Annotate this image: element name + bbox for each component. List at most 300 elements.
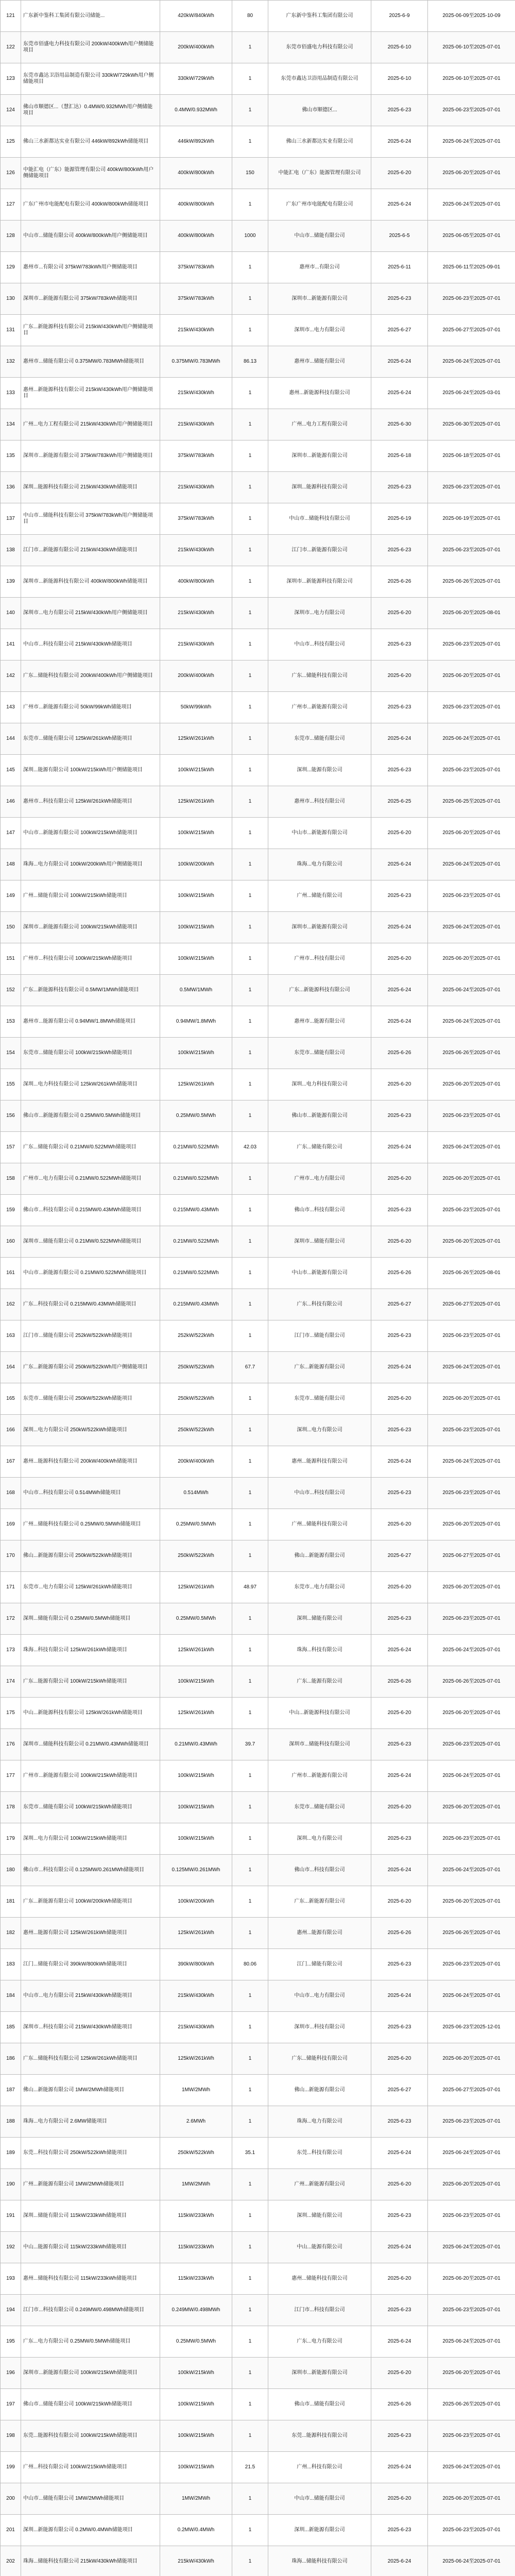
quantity-value: 1 [232, 1540, 268, 1572]
table-row [1, 1698, 515, 1729]
row-number: 194 [1, 2295, 21, 2326]
company-name: 深圳...电力有限公司 [268, 1415, 371, 1446]
table-row [1, 1289, 515, 1320]
capacity-value: 125kW/261kWh [160, 1069, 232, 1100]
project-name: 东莞市鑫达卫浴用品制造有限公司 330kW/729kWh用户侧储能项目 [21, 63, 160, 95]
quantity-value: 1 [232, 1038, 268, 1069]
capacity-value: 100kW/215kWh [160, 1760, 232, 1792]
validity-period: 2025-06-24至2025-07-01 [428, 1635, 515, 1666]
quantity-value: 86.13 [232, 346, 268, 378]
quantity-value: 1 [232, 755, 268, 786]
validity-period: 2025-06-23至2025-07-01 [428, 692, 515, 723]
project-name: 深圳...能源有限公司 100kW/215kWh用户侧储能项目 [21, 755, 160, 786]
company-name: 东莞市佰盛电力科技有限公司 [268, 32, 371, 63]
record-date: 2025-6-23 [371, 2200, 428, 2232]
table-row [1, 1980, 515, 2012]
table-row [1, 1509, 515, 1540]
record-date: 2025-6-26 [371, 566, 428, 598]
table-row [1, 252, 515, 283]
validity-period: 2025-06-23至2025-07-01 [428, 1603, 515, 1635]
capacity-value: 390kW/800kWh [160, 1949, 232, 1980]
record-date: 2025-6-9 [371, 1, 428, 32]
company-name: 深圳市...电力有限公司 [268, 598, 371, 629]
table-row [1, 2106, 515, 2138]
project-name: 广东...储能科技有限公司 200kW/400kWh用户侧储能项目 [21, 660, 160, 692]
company-name: 广东...科技有限公司 [268, 1289, 371, 1320]
capacity-value: 215kW/430kWh [160, 629, 232, 660]
quantity-value: 1 [232, 1603, 268, 1635]
company-name: 中山市...储能科技有限公司 [268, 503, 371, 535]
project-name: 广东...新能源科技有限公司 215kW/430kWh用户侧储能项目 [21, 315, 160, 346]
project-name: 广东...新能源科技有限公司 0.5MW/1MWh储能项目 [21, 975, 160, 1006]
record-date: 2025-6-23 [371, 1100, 428, 1132]
validity-period: 2025-06-27至2025-07-01 [428, 2075, 515, 2106]
company-name: 中山市...电力有限公司 [268, 1980, 371, 2012]
validity-period: 2025-06-24至2025-07-01 [428, 1132, 515, 1163]
quantity-value: 1 [232, 723, 268, 755]
company-name: 江门市...新能源有限公司 [268, 535, 371, 566]
row-number: 175 [1, 1698, 21, 1729]
validity-period: 2025-06-20至2025-07-01 [428, 1886, 515, 1918]
project-name: 广东新中鉴科工集团有限公司储能... [21, 1, 160, 32]
validity-period: 2025-06-27至2025-07-01 [428, 315, 515, 346]
project-name: 广东...新能源有限公司 100kW/200kWh储能项目 [21, 1886, 160, 1918]
record-date: 2025-6-24 [371, 1132, 428, 1163]
record-date: 2025-6-20 [371, 818, 428, 849]
quantity-value: 1 [232, 2420, 268, 2452]
table-row [1, 786, 515, 818]
quantity-value: 1 [232, 2263, 268, 2295]
table-row [1, 1540, 515, 1572]
row-number: 164 [1, 1352, 21, 1383]
row-number: 198 [1, 2420, 21, 2452]
validity-period: 2025-06-11至2025-09-01 [428, 252, 515, 283]
company-name: 佛山...新能源有限公司 [268, 1540, 371, 1572]
row-number: 133 [1, 378, 21, 409]
capacity-value: 100kW/215kWh [160, 943, 232, 975]
capacity-value: 100kW/215kWh [160, 755, 232, 786]
row-number: 154 [1, 1038, 21, 1069]
quantity-value: 1 [232, 692, 268, 723]
table-row [1, 315, 515, 346]
table-row [1, 1949, 515, 1980]
quantity-value: 1 [232, 629, 268, 660]
company-name: 广州...新能源有限公司 [268, 2169, 371, 2200]
project-name: 东莞市...储能有限公司 125kW/261kWh储能项目 [21, 723, 160, 755]
validity-period: 2025-06-24至2025-03-01 [428, 378, 515, 409]
project-name: 珠海...储能科技有限公司 215kW/430kWh储能项目 [21, 2546, 160, 2576]
project-name: 惠州...储能科技有限公司 115kW/233kWh储能项目 [21, 2263, 160, 2295]
project-name: 深圳市...电力有限公司 215kW/430kWh用户侧储能项目 [21, 598, 160, 629]
project-name: 深圳...储能有限公司 115kW/233kWh储能项目 [21, 2200, 160, 2232]
project-name: 中山...能源有限公司 115kW/233kWh储能项目 [21, 2232, 160, 2263]
capacity-value: 400kW/800kWh [160, 221, 232, 252]
company-name: 佛山市顺德区... [268, 95, 371, 126]
table-row [1, 1006, 515, 1038]
table-row [1, 2326, 515, 2358]
quantity-value: 1 [232, 1446, 268, 1478]
quantity-value: 1 [232, 1163, 268, 1195]
quantity-value: 1 [232, 1100, 268, 1132]
table-row [1, 378, 515, 409]
table-row [1, 283, 515, 315]
table-row [1, 818, 515, 849]
row-number: 172 [1, 1603, 21, 1635]
row-number: 156 [1, 1100, 21, 1132]
table-row [1, 2515, 515, 2546]
validity-period: 2025-06-24至2025-07-01 [428, 2232, 515, 2263]
validity-period: 2025-06-23至2025-07-01 [428, 95, 515, 126]
capacity-value: 0.5MW/1MWh [160, 975, 232, 1006]
capacity-value: 0.25MW/0.5MWh [160, 2326, 232, 2358]
record-date: 2025-6-24 [371, 378, 428, 409]
capacity-value: 0.21MW/0.522MWh [160, 1258, 232, 1289]
record-date: 2025-6-24 [371, 1635, 428, 1666]
row-number: 125 [1, 126, 21, 158]
record-date: 2025-6-23 [371, 1603, 428, 1635]
record-date: 2025-6-26 [371, 2389, 428, 2420]
company-name: 珠海...科技有限公司 [268, 1635, 371, 1666]
company-name: 广东...新能源科技有限公司 [268, 975, 371, 1006]
project-name: 中山市...新能源有限公司 0.21MW/0.522MWh储能项目 [21, 1258, 160, 1289]
capacity-value: 115kW/233kWh [160, 2232, 232, 2263]
row-number: 173 [1, 1635, 21, 1666]
company-name: 东莞市鑫达卫浴用品制造有限公司 [268, 63, 371, 95]
record-date: 2025-6-20 [371, 1069, 428, 1100]
project-name: 深圳...能源科技有限公司 215kW/430kWh储能项目 [21, 472, 160, 503]
table-row [1, 1572, 515, 1603]
row-number: 197 [1, 2389, 21, 2420]
project-name: 惠州市...能源有限公司 0.94MW/1.8MWh储能项目 [21, 1006, 160, 1038]
record-date: 2025-6-24 [371, 2232, 428, 2263]
quantity-value: 39.7 [232, 1729, 268, 1760]
company-name: 广州市...科技有限公司 [268, 943, 371, 975]
record-date: 2025-6-20 [371, 2483, 428, 2515]
project-name: 深圳...电力科技有限公司 125kW/261kWh储能项目 [21, 1069, 160, 1100]
row-number: 188 [1, 2106, 21, 2138]
company-name: 惠州...储能科技有限公司 [268, 2263, 371, 2295]
quantity-value: 1 [232, 2012, 268, 2043]
table-row [1, 2452, 515, 2483]
row-number: 189 [1, 2138, 21, 2169]
record-date: 2025-6-20 [371, 1698, 428, 1729]
company-name: 深圳...电力有限公司 [268, 1823, 371, 1855]
validity-period: 2025-06-23至2025-07-01 [428, 1100, 515, 1132]
record-date: 2025-6-20 [371, 2169, 428, 2200]
validity-period: 2025-06-26至2025-07-01 [428, 1666, 515, 1698]
record-date: 2025-6-20 [371, 1383, 428, 1415]
company-name: 深圳...能源有限公司 [268, 755, 371, 786]
project-name: 珠海...科技有限公司 125kW/261kWh储能项目 [21, 1635, 160, 1666]
table-row [1, 2043, 515, 2075]
capacity-value: 200kW/400kWh [160, 32, 232, 63]
company-name: 佛山...新能源有限公司 [268, 2075, 371, 2106]
project-name: 广州...新能源有限公司 1MW/2MWh储能项目 [21, 2169, 160, 2200]
project-name: 深圳...储能有限公司 0.25MW/0.5MWh储能项目 [21, 1603, 160, 1635]
project-name: 深圳市...储能科技有限公司 0.21MW/0.43MWh储能项目 [21, 1729, 160, 1760]
row-number: 151 [1, 943, 21, 975]
project-name: 佛山...新能源有限公司 1MW/2MWh储能项目 [21, 2075, 160, 2106]
row-number: 190 [1, 2169, 21, 2200]
validity-period: 2025-06-20至2025-08-01 [428, 598, 515, 629]
validity-period: 2025-06-24至2025-07-01 [428, 912, 515, 943]
capacity-value: 0.125MW/0.261MWh [160, 1855, 232, 1886]
table-row [1, 1886, 515, 1918]
row-number: 187 [1, 2075, 21, 2106]
row-number: 177 [1, 1760, 21, 1792]
row-number: 131 [1, 315, 21, 346]
company-name: 广州...科技有限公司 [268, 2452, 371, 2483]
record-date: 2025-6-24 [371, 723, 428, 755]
row-number: 148 [1, 849, 21, 880]
company-name: 广东...电力有限公司 [268, 2326, 371, 2358]
capacity-value: 0.4MW/0.932MWh [160, 95, 232, 126]
record-date: 2025-6-23 [371, 2295, 428, 2326]
company-name: 深圳市...科技有限公司 [268, 2012, 371, 2043]
validity-period: 2025-06-23至2025-07-01 [428, 472, 515, 503]
capacity-value: 200kW/400kWh [160, 1446, 232, 1478]
row-number: 142 [1, 660, 21, 692]
table-row [1, 1792, 515, 1823]
company-name: 深圳...储能有限公司 [268, 1603, 371, 1635]
capacity-value: 0.215MW/0.43MWh [160, 1289, 232, 1320]
row-number: 155 [1, 1069, 21, 1100]
table-row [1, 1666, 515, 1698]
project-name: 中能汇电（广东）能源管理有限公司 400kW/800kWh用户侧储能项目 [21, 158, 160, 189]
row-number: 121 [1, 1, 21, 32]
table-row [1, 221, 515, 252]
company-name: 东莞市...储能有限公司 [268, 723, 371, 755]
company-name: 广东...储能有限公司 [268, 1132, 371, 1163]
capacity-value: 215kW/430kWh [160, 2546, 232, 2576]
project-name: 深圳市...新能源有限公司 100kW/215kWh储能项目 [21, 2358, 160, 2389]
row-number: 202 [1, 2546, 21, 2576]
validity-period: 2025-06-23至2025-07-01 [428, 880, 515, 912]
capacity-value: 215kW/430kWh [160, 409, 232, 440]
row-number: 195 [1, 2326, 21, 2358]
validity-period: 2025-06-30至2025-07-01 [428, 409, 515, 440]
quantity-value: 1 [232, 1886, 268, 1918]
table-row [1, 1100, 515, 1132]
table-row [1, 2389, 515, 2420]
row-number: 127 [1, 189, 21, 221]
company-name: 珠海...电力有限公司 [268, 849, 371, 880]
company-name: 惠州市...有限公司 [268, 252, 371, 283]
validity-period: 2025-06-20至2025-07-01 [428, 1163, 515, 1195]
project-name: 广州...科技有限公司 100kW/215kWh储能项目 [21, 2452, 160, 2483]
row-number: 129 [1, 252, 21, 283]
row-number: 147 [1, 818, 21, 849]
row-number: 174 [1, 1666, 21, 1698]
company-name: 佛山市...科技有限公司 [268, 1195, 371, 1226]
quantity-value: 1 [232, 1509, 268, 1540]
table-row [1, 566, 515, 598]
validity-period: 2025-06-23至2025-07-01 [428, 1415, 515, 1446]
capacity-value: 100kW/215kWh [160, 912, 232, 943]
capacity-value: 0.25MW/0.5MWh [160, 1603, 232, 1635]
row-number: 178 [1, 1792, 21, 1823]
company-name: 东莞...科技有限公司 [268, 2138, 371, 2169]
quantity-value: 1 [232, 189, 268, 221]
company-name: 中能汇电（广东）能源管理有限公司 [268, 158, 371, 189]
table-row [1, 1823, 515, 1855]
capacity-value: 0.25MW/0.5MWh [160, 1100, 232, 1132]
quantity-value: 1 [232, 315, 268, 346]
quantity-value: 80 [232, 1, 268, 32]
record-date: 2025-6-30 [371, 409, 428, 440]
record-date: 2025-6-23 [371, 2420, 428, 2452]
table-row [1, 440, 515, 472]
row-number: 163 [1, 1320, 21, 1352]
quantity-value: 1 [232, 1415, 268, 1446]
quantity-value: 1 [232, 283, 268, 315]
table-row [1, 1163, 515, 1195]
company-name: 惠州市...储能有限公司 [268, 346, 371, 378]
validity-period: 2025-06-20至2025-07-01 [428, 660, 515, 692]
company-name: 广东广州市电能配电有限公司 [268, 189, 371, 221]
capacity-value: 115kW/233kWh [160, 2263, 232, 2295]
validity-period: 2025-06-24至2025-07-01 [428, 1006, 515, 1038]
validity-period: 2025-06-27至2025-07-01 [428, 1540, 515, 1572]
row-number: 169 [1, 1509, 21, 1540]
company-name: 深圳市...电力有限公司 [268, 315, 371, 346]
company-name: 惠州...能源有限公司 [268, 1918, 371, 1949]
project-name: 中山市...科技有限公司 0.514MWh储能项目 [21, 1478, 160, 1509]
table-row [1, 692, 515, 723]
table-row [1, 1729, 515, 1760]
table-row [1, 723, 515, 755]
capacity-value: 100kW/200kWh [160, 849, 232, 880]
validity-period: 2025-06-26至2025-07-01 [428, 1918, 515, 1949]
capacity-value: 0.375MW/0.783MWh [160, 346, 232, 378]
quantity-value: 1 [232, 126, 268, 158]
row-number: 143 [1, 692, 21, 723]
record-date: 2025-6-24 [371, 2326, 428, 2358]
record-date: 2025-6-25 [371, 786, 428, 818]
record-date: 2025-6-24 [371, 849, 428, 880]
company-name: 东莞市...电力有限公司 [268, 1572, 371, 1603]
table-row [1, 1760, 515, 1792]
project-name: 东莞...能源科技有限公司 100kW/215kWh储能项目 [21, 2420, 160, 2452]
project-name: 深圳市...新能源有限公司 375kW/783kWh储能项目 [21, 283, 160, 315]
capacity-value: 0.215MW/0.43MWh [160, 1195, 232, 1226]
project-name: 中山...新能源科技有限公司 125kW/261kWh储能项目 [21, 1698, 160, 1729]
company-name: 中山市...新能源有限公司 [268, 818, 371, 849]
record-date: 2025-6-20 [371, 1226, 428, 1258]
company-name: 广东...储能科技有限公司 [268, 660, 371, 692]
record-date: 2025-6-23 [371, 1823, 428, 1855]
validity-period: 2025-06-20至2025-07-01 [428, 1698, 515, 1729]
table-row [1, 1038, 515, 1069]
company-name: 东莞市...储能有限公司 [268, 1792, 371, 1823]
table-row [1, 1258, 515, 1289]
table-row [1, 1918, 515, 1949]
row-number: 185 [1, 2012, 21, 2043]
record-date: 2025-6-23 [371, 880, 428, 912]
company-name: 深圳...能源科技有限公司 [268, 472, 371, 503]
record-date: 2025-6-5 [371, 221, 428, 252]
table-row [1, 1352, 515, 1383]
row-number: 167 [1, 1446, 21, 1478]
capacity-value: 50kW/99kWh [160, 692, 232, 723]
project-name: 中山市...储能科技有限公司 375kW/783kWh用户侧储能项目 [21, 503, 160, 535]
row-number: 168 [1, 1478, 21, 1509]
company-name: 东莞市...储能有限公司 [268, 1038, 371, 1069]
capacity-value: 100kW/215kWh [160, 880, 232, 912]
table-row [1, 1, 515, 32]
table-row [1, 1132, 515, 1163]
table-row [1, 346, 515, 378]
table-row [1, 409, 515, 440]
validity-period: 2025-06-23至2025-07-01 [428, 2515, 515, 2546]
row-number: 136 [1, 472, 21, 503]
row-number: 157 [1, 1132, 21, 1163]
validity-period: 2025-06-23至2025-07-01 [428, 535, 515, 566]
validity-period: 2025-06-24至2025-07-01 [428, 975, 515, 1006]
validity-period: 2025-06-24至2025-07-01 [428, 1352, 515, 1383]
validity-period: 2025-06-20至2025-07-01 [428, 2043, 515, 2075]
table-row [1, 2420, 515, 2452]
record-date: 2025-6-23 [371, 2106, 428, 2138]
company-name: 深圳市...新能源有限公司 [268, 283, 371, 315]
validity-period: 2025-06-23至2025-07-01 [428, 2200, 515, 2232]
record-date: 2025-6-20 [371, 2043, 428, 2075]
record-date: 2025-6-23 [371, 1729, 428, 1760]
table-row [1, 1383, 515, 1415]
row-number: 124 [1, 95, 21, 126]
quantity-value: 35.1 [232, 2138, 268, 2169]
row-number: 130 [1, 283, 21, 315]
row-number: 201 [1, 2515, 21, 2546]
table-row [1, 1226, 515, 1258]
capacity-value: 215kW/430kWh [160, 535, 232, 566]
row-number: 158 [1, 1163, 21, 1195]
record-date: 2025-6-24 [371, 1006, 428, 1038]
quantity-value: 1 [232, 440, 268, 472]
record-date: 2025-6-23 [371, 629, 428, 660]
record-date: 2025-6-26 [371, 1038, 428, 1069]
row-number: 200 [1, 2483, 21, 2515]
record-date: 2025-6-23 [371, 1320, 428, 1352]
quantity-value: 1 [232, 1006, 268, 1038]
row-number: 183 [1, 1949, 21, 1980]
capacity-value: 100kW/215kWh [160, 1038, 232, 1069]
row-number: 162 [1, 1289, 21, 1320]
record-date: 2025-6-27 [371, 2075, 428, 2106]
capacity-value: 400kW/800kWh [160, 566, 232, 598]
capacity-value: 1MW/2MWh [160, 2483, 232, 2515]
project-name: 佛山市...科技有限公司 0.125MW/0.261MWh储能项目 [21, 1855, 160, 1886]
record-date: 2025-6-20 [371, 1886, 428, 1918]
validity-period: 2025-06-23至2025-07-01 [428, 629, 515, 660]
project-name: 深圳...新能源有限公司 0.2MW/0.4MWh储能项目 [21, 2515, 160, 2546]
quantity-value: 1 [232, 1698, 268, 1729]
company-name: 广州市...电力有限公司 [268, 1163, 371, 1195]
table-row [1, 189, 515, 221]
capacity-value: 375kW/783kWh [160, 252, 232, 283]
company-name: 惠州市...能源有限公司 [268, 1006, 371, 1038]
row-number: 140 [1, 598, 21, 629]
record-date: 2025-6-26 [371, 1258, 428, 1289]
project-name: 惠州市...科技有限公司 125kW/261kWh储能项目 [21, 786, 160, 818]
table-row [1, 943, 515, 975]
table-row [1, 2546, 515, 2576]
validity-period: 2025-06-05至2025-07-01 [428, 221, 515, 252]
project-name: 深圳...电力有限公司 250kW/522kWh储能项目 [21, 1415, 160, 1446]
project-name: 广东...科技有限公司 0.215MW/0.43MWh储能项目 [21, 1289, 160, 1320]
validity-period: 2025-06-23至2025-07-01 [428, 2420, 515, 2452]
capacity-value: 1MW/2MWh [160, 2169, 232, 2200]
